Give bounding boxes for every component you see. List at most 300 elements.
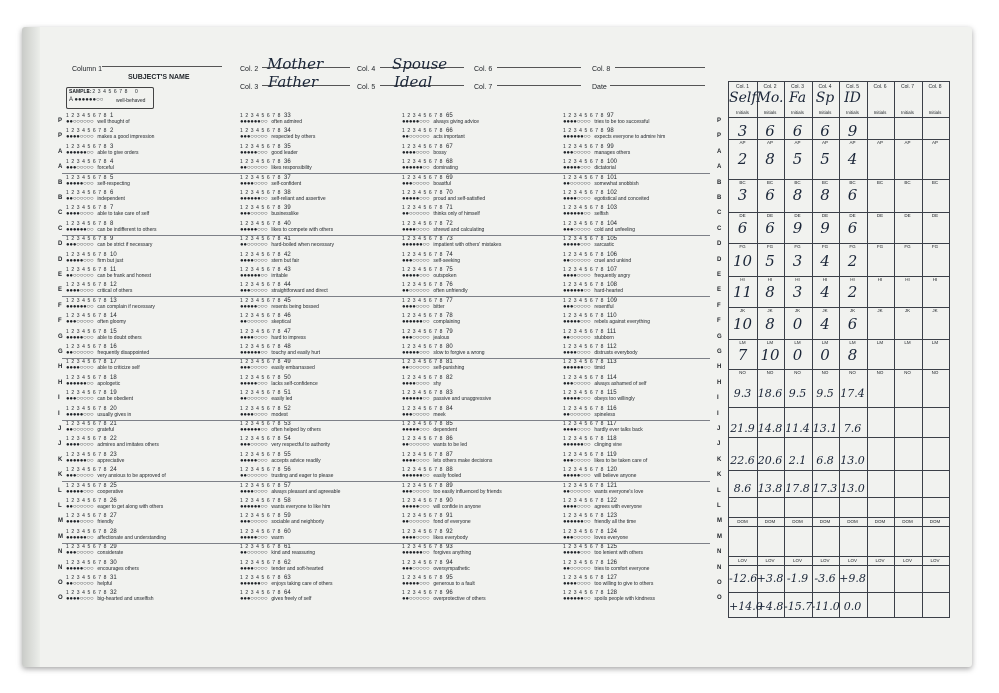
response-bubbles[interactable]: ●●●●○○○○ — [66, 211, 94, 218]
response-bubbles[interactable]: ●●●●○○○○ — [402, 534, 430, 541]
item-122[interactable] — [563, 498, 642, 510]
item-120[interactable] — [563, 467, 636, 479]
item-number: 31 — [109, 575, 117, 581]
item-17[interactable] — [66, 359, 140, 371]
response-bubbles[interactable]: ●●●●○○○○ — [563, 119, 591, 125]
response-bubbles[interactable]: ●●●●●●○○ — [402, 473, 430, 480]
item-37[interactable] — [240, 175, 301, 187]
item-59[interactable] — [240, 513, 324, 525]
item-60[interactable] — [240, 529, 291, 541]
item-123[interactable] — [563, 513, 636, 525]
item-97[interactable] — [563, 113, 649, 125]
item-125[interactable] — [563, 544, 643, 556]
item-73[interactable] — [402, 236, 501, 248]
col8-line[interactable] — [615, 66, 705, 68]
item-9[interactable] — [66, 236, 152, 248]
item-27[interactable] — [66, 513, 117, 525]
response-bubbles[interactable]: ●●○○○○○○ — [240, 473, 268, 480]
item-6[interactable] — [66, 190, 125, 202]
item-51[interactable] — [240, 390, 292, 402]
item-47[interactable] — [240, 329, 306, 341]
item-112[interactable] — [563, 344, 637, 356]
item-text: friendly all the time — [594, 519, 637, 526]
response-bubbles[interactable]: ●●●●●●○○ — [563, 519, 591, 526]
response-bubbles[interactable]: ●●●●○○○○ — [240, 180, 268, 187]
item-69[interactable] — [402, 175, 453, 187]
item-19[interactable] — [66, 390, 133, 402]
item-48[interactable] — [240, 344, 320, 356]
grid-pair-label: FG — [904, 244, 911, 249]
response-bubbles[interactable]: ●●●●●○○○ — [402, 581, 430, 587]
response-bubbles[interactable]: ●●●●○○○○ — [563, 427, 591, 433]
response-bubbles[interactable]: ●●●●●○○○ — [563, 165, 591, 172]
response-bubbles[interactable]: ●●●○○○○○ — [240, 134, 268, 141]
item-44[interactable] — [240, 282, 328, 294]
item-95[interactable] — [402, 575, 475, 587]
item-3[interactable] — [66, 144, 139, 156]
item-8[interactable] — [66, 221, 157, 233]
response-bubbles[interactable]: ●●●●○○○○ — [240, 334, 268, 341]
item-98[interactable] — [563, 128, 665, 140]
item-text: easily embarrassed — [271, 365, 315, 372]
response-bubbles[interactable]: ●●○○○○○○ — [402, 134, 430, 141]
response-bubbles[interactable]: ●●●●●○○○ — [66, 257, 94, 264]
response-bubbles[interactable]: ●●○○○○○○ — [563, 565, 591, 572]
item-68[interactable] — [402, 159, 458, 171]
item-16[interactable] — [66, 344, 149, 356]
item-30[interactable] — [66, 560, 139, 572]
response-bubbles[interactable]: ●●●○○○○○ — [240, 596, 268, 603]
item-86[interactable] — [402, 436, 467, 448]
response-bubbles[interactable]: ●●●●●○○○ — [66, 565, 94, 572]
response-bubbles[interactable]: ●●●●○○○○ — [563, 196, 591, 202]
response-bubbles[interactable]: ●●○○○○○○ — [66, 427, 94, 433]
item-67[interactable] — [402, 144, 453, 156]
item-76[interactable] — [402, 282, 468, 294]
item-94[interactable] — [402, 560, 470, 572]
item-78[interactable] — [402, 313, 460, 325]
response-bubbles[interactable]: ●●●●●●○○ — [402, 550, 430, 557]
name-line[interactable] — [102, 65, 222, 67]
item-111[interactable] — [563, 329, 616, 341]
response-bubbles[interactable]: ●●●●●○○○ — [402, 273, 430, 279]
item-100[interactable] — [563, 159, 617, 171]
item-65[interactable] — [402, 113, 479, 125]
response-bubbles[interactable]: ●●●○○○○○ — [402, 411, 430, 418]
item-117[interactable] — [563, 421, 643, 433]
item-text: will confide in anyone — [433, 504, 481, 510]
response-bubbles[interactable]: ●●●●○○○○ — [402, 303, 430, 310]
response-bubbles[interactable]: ●●●●○○○○ — [402, 457, 430, 464]
item-4[interactable] — [66, 159, 114, 171]
date-label: Date — [592, 84, 607, 91]
response-bubbles[interactable]: ●●●●○○○○ — [66, 365, 94, 372]
response-bubbles[interactable]: ●●●○○○○○ — [66, 396, 94, 403]
item-113[interactable] — [563, 359, 617, 371]
item-121[interactable] — [563, 483, 643, 495]
item-40[interactable] — [240, 221, 333, 233]
response-bubbles[interactable]: ●●●●●●○○ — [402, 396, 430, 403]
item-92[interactable] — [402, 529, 468, 541]
response-bubbles[interactable]: ●●●○○○○○ — [402, 257, 430, 264]
item-85[interactable] — [402, 421, 457, 433]
item-79[interactable] — [402, 329, 453, 341]
response-bubbles[interactable]: ●●●●●●○○ — [66, 303, 94, 310]
response-bubbles[interactable]: ●●●●●○○○ — [240, 303, 268, 310]
item-49[interactable] — [240, 359, 315, 371]
item-10[interactable] — [66, 252, 123, 264]
item-104[interactable] — [563, 221, 635, 233]
response-bubbles[interactable]: ●●●●●●○○ — [563, 134, 591, 141]
item-55[interactable] — [240, 452, 321, 464]
item-72[interactable] — [402, 221, 484, 233]
item-74[interactable] — [402, 252, 460, 264]
item-25[interactable] — [66, 483, 123, 495]
response-bubbles[interactable]: ●●●○○○○○ — [563, 457, 591, 464]
response-bubbles[interactable]: ●●○○○○○○ — [563, 257, 591, 264]
item-101[interactable] — [563, 175, 639, 187]
item-18[interactable] — [66, 375, 120, 387]
response-bubbles[interactable]: ●●○○○○○○ — [563, 488, 591, 495]
item-96[interactable] — [402, 590, 486, 602]
item-13[interactable] — [66, 298, 155, 310]
item-42[interactable] — [240, 252, 299, 264]
col5-label: Col. 5 — [357, 84, 376, 91]
item-124[interactable] — [563, 529, 628, 541]
response-bubbles[interactable]: ●●●●●●○○ — [563, 288, 591, 295]
response-bubbles[interactable]: ●●●●●●○○ — [240, 581, 268, 587]
item-62[interactable] — [240, 560, 323, 572]
item-scale: 1 2 3 4 5 6 7 8 — [66, 390, 107, 397]
item-12[interactable] — [66, 282, 132, 294]
item-118[interactable] — [563, 436, 622, 448]
response-bubbles[interactable]: ●●●○○○○○ — [563, 380, 591, 387]
response-bubbles[interactable]: ●●●○○○○○ — [402, 488, 430, 495]
item-24[interactable] — [66, 467, 166, 479]
response-bubbles[interactable]: ●●●○○○○○ — [66, 242, 94, 249]
item-77[interactable] — [402, 298, 453, 310]
response-bubbles[interactable]: ●●●●●○○○ — [240, 380, 268, 387]
response-bubbles[interactable]: ●●●○○○○○ — [240, 519, 268, 526]
response-bubbles[interactable]: ●●●●○○○○ — [240, 411, 268, 418]
response-bubbles[interactable]: ●●○○○○○○ — [240, 550, 268, 557]
response-bubbles[interactable]: ●●●●●●○○ — [240, 427, 268, 433]
item-scale: 1 2 3 4 5 6 7 8 — [563, 297, 604, 304]
response-bubbles[interactable]: ●●●●●●○○ — [240, 504, 268, 510]
response-bubbles[interactable]: ●●●●○○○○ — [66, 288, 94, 295]
response-bubbles[interactable]: ●●●●●○○○ — [402, 504, 430, 510]
response-bubbles[interactable]: ●●○○○○○○ — [66, 196, 94, 202]
item-87[interactable] — [402, 452, 492, 464]
item-43[interactable] — [240, 267, 291, 279]
item-15[interactable] — [66, 329, 142, 341]
response-bubbles[interactable]: ●●●●●○○○ — [563, 319, 591, 326]
response-bubbles[interactable]: ●●●●●○○○ — [66, 488, 94, 495]
response-bubbles[interactable]: ●●●●●○○○ — [240, 457, 268, 464]
item-33[interactable] — [240, 113, 302, 125]
response-bubbles[interactable]: ●●●●●○○○ — [563, 550, 591, 557]
response-bubbles[interactable]: ●●○○○○○○ — [402, 596, 430, 603]
col4-value: Spouse — [392, 55, 448, 73]
item-number: 76 — [445, 282, 453, 289]
response-bubbles[interactable]: ●●●●●○○○ — [563, 396, 591, 403]
response-bubbles[interactable]: ●●●○○○○○ — [402, 180, 430, 187]
response-bubbles[interactable]: ●●●●●○○○ — [563, 473, 591, 480]
item-text: loves everyone — [594, 534, 629, 541]
response-bubbles[interactable]: ●●●○○○○○ — [66, 165, 94, 172]
item-109[interactable] — [563, 298, 617, 310]
item-57[interactable] — [240, 483, 340, 495]
response-bubbles[interactable]: ●●○○○○○○ — [66, 273, 94, 279]
col6-line[interactable] — [497, 66, 581, 68]
grid-pair-label: LM — [904, 340, 911, 345]
response-bubbles[interactable]: ●●●●●●○○ — [66, 226, 94, 233]
response-bubbles[interactable]: ●●○○○○○○ — [402, 288, 430, 295]
grid-pair-label: FG — [739, 244, 746, 249]
grid-handwritten-header: Sp — [815, 90, 835, 106]
item-31[interactable] — [66, 575, 117, 587]
item-106[interactable] — [563, 252, 631, 264]
response-bubbles[interactable]: ●●●●●●○○ — [402, 319, 430, 326]
response-bubbles[interactable]: ●●○○○○○○ — [402, 365, 430, 372]
item-58[interactable] — [240, 498, 330, 510]
response-bubbles[interactable]: ●●●●●○○○ — [240, 149, 268, 156]
response-bubbles[interactable]: ●●●●●●○○ — [240, 196, 268, 202]
item-93[interactable] — [402, 544, 471, 556]
response-bubbles[interactable]: ●●●○○○○○ — [240, 288, 268, 295]
response-bubbles[interactable]: ●●●●●●○○ — [563, 211, 591, 218]
score-value: 6 — [820, 122, 830, 140]
item-81[interactable] — [402, 359, 464, 371]
response-bubbles[interactable]: ●●●○○○○○ — [563, 149, 591, 156]
response-bubbles[interactable]: ●●●○○○○○ — [240, 365, 268, 372]
item-52[interactable] — [240, 406, 291, 418]
col7-line[interactable] — [497, 84, 581, 86]
item-54[interactable] — [240, 436, 330, 448]
item-28[interactable] — [66, 529, 166, 541]
response-bubbles[interactable]: ●●●●●○○○ — [240, 226, 268, 233]
response-bubbles[interactable]: ●●●●●○○○ — [563, 242, 591, 249]
item-2[interactable] — [66, 128, 154, 140]
response-bubbles[interactable]: ●●●○○○○○ — [563, 303, 591, 310]
response-bubbles[interactable]: ●●●●○○○○ — [66, 519, 94, 526]
item-80[interactable] — [402, 344, 485, 356]
response-bubbles[interactable]: ●●○○○○○○ — [563, 411, 591, 418]
item-61[interactable] — [240, 544, 315, 556]
item-text: will believe anyone — [594, 473, 637, 480]
item-14[interactable] — [66, 313, 126, 325]
item-45[interactable] — [240, 298, 319, 310]
response-bubbles[interactable]: ●●●●○○○○ — [563, 273, 591, 279]
item-56[interactable] — [240, 467, 333, 479]
response-bubbles[interactable]: ●●●○○○○○ — [402, 334, 430, 341]
response-bubbles[interactable]: ●●●●○○○○ — [240, 257, 268, 264]
item-53[interactable] — [240, 421, 321, 433]
item-102[interactable] — [563, 190, 649, 202]
response-bubbles[interactable]: ●●●●○○○○ — [66, 134, 94, 141]
item-number: 114 — [606, 374, 617, 381]
response-bubbles[interactable]: ●●●●●●○○ — [240, 350, 268, 356]
response-bubbles[interactable]: ●●○○○○○○ — [402, 211, 430, 218]
item-63[interactable] — [240, 575, 333, 587]
response-bubbles[interactable]: ●●●●●○○○ — [402, 119, 430, 125]
response-bubbles[interactable]: ●●●●●●○○ — [402, 165, 430, 172]
response-bubbles[interactable]: ●●●●○○○○ — [563, 581, 591, 587]
response-bubbles[interactable]: ●●●●○○○○ — [66, 442, 94, 449]
item-23[interactable] — [66, 452, 124, 464]
response-bubbles[interactable]: ●●●○○○○○ — [402, 565, 430, 572]
item-114[interactable] — [563, 375, 646, 387]
grid-pair-label: NO — [794, 370, 801, 375]
item-35[interactable] — [240, 144, 298, 156]
grid-pair-label: NO — [821, 370, 829, 375]
item-7[interactable] — [66, 205, 149, 217]
date-line[interactable] — [610, 84, 705, 86]
item-29[interactable] — [66, 544, 123, 556]
item-32[interactable] — [66, 590, 154, 602]
response-bubbles[interactable]: ●●○○○○○○ — [66, 350, 94, 356]
item-99[interactable] — [563, 144, 630, 156]
item-11[interactable] — [66, 267, 151, 279]
response-bubbles[interactable]: ●●●○○○○○ — [66, 473, 94, 480]
item-text: shrewd and calculating — [433, 226, 485, 233]
section-separator — [62, 543, 710, 544]
item-91[interactable] — [402, 513, 471, 525]
response-bubbles[interactable]: ●●●●●○○○ — [402, 196, 430, 202]
item-41[interactable] — [240, 236, 334, 248]
item-128[interactable] — [563, 590, 655, 602]
item-70[interactable] — [402, 190, 485, 202]
item-34[interactable] — [240, 128, 315, 140]
item-number: 70 — [445, 190, 453, 196]
item-1[interactable] — [66, 113, 130, 125]
subject-name-label: SUBJECT'S NAME — [128, 74, 190, 81]
response-bubbles[interactable]: ●●●●●○○○ — [66, 180, 94, 187]
item-105[interactable] — [563, 236, 617, 248]
response-bubbles[interactable]: ●●●○○○○○ — [563, 226, 591, 233]
response-bubbles[interactable]: ●●●○○○○○ — [66, 550, 94, 557]
item-number: 39 — [283, 205, 291, 212]
response-bubbles[interactable]: ●●●●○○○○ — [240, 565, 268, 572]
response-bubbles[interactable]: ●●●●○○○○ — [240, 488, 268, 495]
response-bubbles[interactable]: ●●○○○○○○ — [240, 396, 268, 403]
item-20[interactable] — [66, 406, 131, 418]
item-66[interactable] — [402, 128, 465, 140]
item-88[interactable] — [402, 467, 461, 479]
item-127[interactable] — [563, 575, 653, 587]
response-bubbles[interactable]: ●●●○○○○○ — [240, 211, 268, 218]
item-83[interactable] — [402, 390, 491, 402]
response-bubbles[interactable]: ●●○○○○○○ — [402, 519, 430, 526]
response-bubbles[interactable]: ●●●●●●○○ — [563, 365, 591, 372]
response-bubbles[interactable]: ●●●●○○○○ — [402, 149, 430, 156]
item-22[interactable] — [66, 436, 159, 448]
item-90[interactable] — [402, 498, 481, 510]
item-71[interactable] — [402, 205, 480, 217]
item-84[interactable] — [402, 406, 453, 418]
item-text: proud and self-satisfied — [433, 196, 486, 202]
section-letter: P — [58, 118, 63, 124]
item-text: slow to forgive a wrong — [433, 350, 485, 356]
response-bubbles[interactable]: ●●●●○○○○ — [563, 350, 591, 356]
response-bubbles[interactable]: ●●○○○○○○ — [240, 242, 268, 249]
grid-pair-label: JK — [739, 308, 746, 313]
response-bubbles[interactable]: ●●●○○○○○ — [240, 442, 268, 449]
response-bubbles[interactable]: ●●●●○○○○ — [402, 380, 430, 387]
response-bubbles[interactable]: ●●○○○○○○ — [563, 334, 591, 341]
item-103[interactable] — [563, 205, 617, 217]
item-text: wants everyone to like him — [271, 504, 331, 510]
response-bubbles[interactable]: ●●●●●○○○ — [66, 334, 94, 341]
item-5[interactable] — [66, 175, 130, 187]
item-number: 28 — [109, 528, 117, 535]
item-89[interactable] — [402, 483, 502, 495]
response-bubbles[interactable]: ●●○○○○○○ — [66, 581, 94, 587]
item-21[interactable] — [66, 421, 117, 433]
item-39[interactable] — [240, 205, 299, 217]
response-bubbles[interactable]: ●●●●●○○○ — [402, 350, 430, 356]
response-bubbles[interactable]: ●●●●●○○○ — [66, 411, 94, 418]
response-bubbles[interactable]: ●●○○○○○○ — [402, 442, 430, 449]
response-bubbles[interactable]: ●●●●●●○○ — [240, 273, 268, 279]
response-bubbles[interactable]: ●●●●●●○○ — [66, 380, 94, 387]
item-108[interactable] — [563, 282, 623, 294]
response-bubbles[interactable]: ●●●●●●○○ — [66, 457, 94, 464]
response-bubbles[interactable]: ●●●●○○○○ — [402, 226, 430, 233]
section-letter: B — [717, 179, 722, 186]
item-75[interactable] — [402, 267, 456, 279]
response-bubbles[interactable]: ●●○○○○○○ — [240, 319, 268, 326]
item-82[interactable] — [402, 375, 453, 387]
response-bubbles[interactable]: ●●●●●○○○ — [402, 427, 430, 433]
item-scale: 1 2 3 4 5 6 7 8 — [240, 143, 281, 150]
item-50[interactable] — [240, 375, 318, 387]
response-bubbles[interactable]: ●●○○○○○○ — [563, 180, 591, 187]
item-107[interactable] — [563, 267, 630, 279]
response-bubbles[interactable]: ●●○○○○○○ — [240, 165, 268, 172]
item-64[interactable] — [240, 590, 311, 602]
item-38[interactable] — [240, 190, 326, 202]
response-bubbles[interactable]: ●●●○○○○○ — [563, 534, 591, 541]
item-46[interactable] — [240, 313, 291, 325]
item-116[interactable] — [563, 406, 617, 418]
item-119[interactable] — [563, 452, 647, 464]
col8-label: Col. 8 — [592, 66, 611, 73]
response-bubbles[interactable]: ●●○○○○○○ — [66, 119, 94, 125]
response-bubbles[interactable]: ●●●●●●○○ — [402, 242, 430, 249]
item-126[interactable] — [563, 560, 649, 572]
grid-pair-label: DE — [821, 213, 829, 218]
item-115[interactable] — [563, 390, 635, 402]
response-bubbles[interactable]: ●●●●●●○○ — [66, 534, 94, 541]
grid-lov-label: LOV — [737, 558, 747, 563]
response-bubbles[interactable]: ●●●●●●○○ — [563, 442, 591, 449]
response-bubbles[interactable]: ●●●○○○○○ — [66, 319, 94, 326]
item-text: selfish — [594, 211, 609, 218]
item-26[interactable] — [66, 498, 163, 510]
response-bubbles[interactable]: ●●●●○○○○ — [66, 596, 94, 603]
response-bubbles[interactable]: ●●●●○○○○ — [563, 504, 591, 510]
response-bubbles[interactable]: ●●●●●○○○ — [240, 534, 268, 541]
item-text: passive and unaggressive — [433, 396, 492, 403]
response-bubbles[interactable]: ●●○○○○○○ — [66, 504, 94, 510]
item-36[interactable] — [240, 159, 312, 171]
response-bubbles[interactable]: ●●●●●●○○ — [240, 119, 268, 125]
item-number: 93 — [445, 544, 453, 551]
response-bubbles[interactable]: ●●●●●●○○ — [563, 596, 591, 603]
response-bubbles[interactable]: ●●●●●●○○ — [66, 149, 94, 156]
item-110[interactable] — [563, 313, 650, 325]
